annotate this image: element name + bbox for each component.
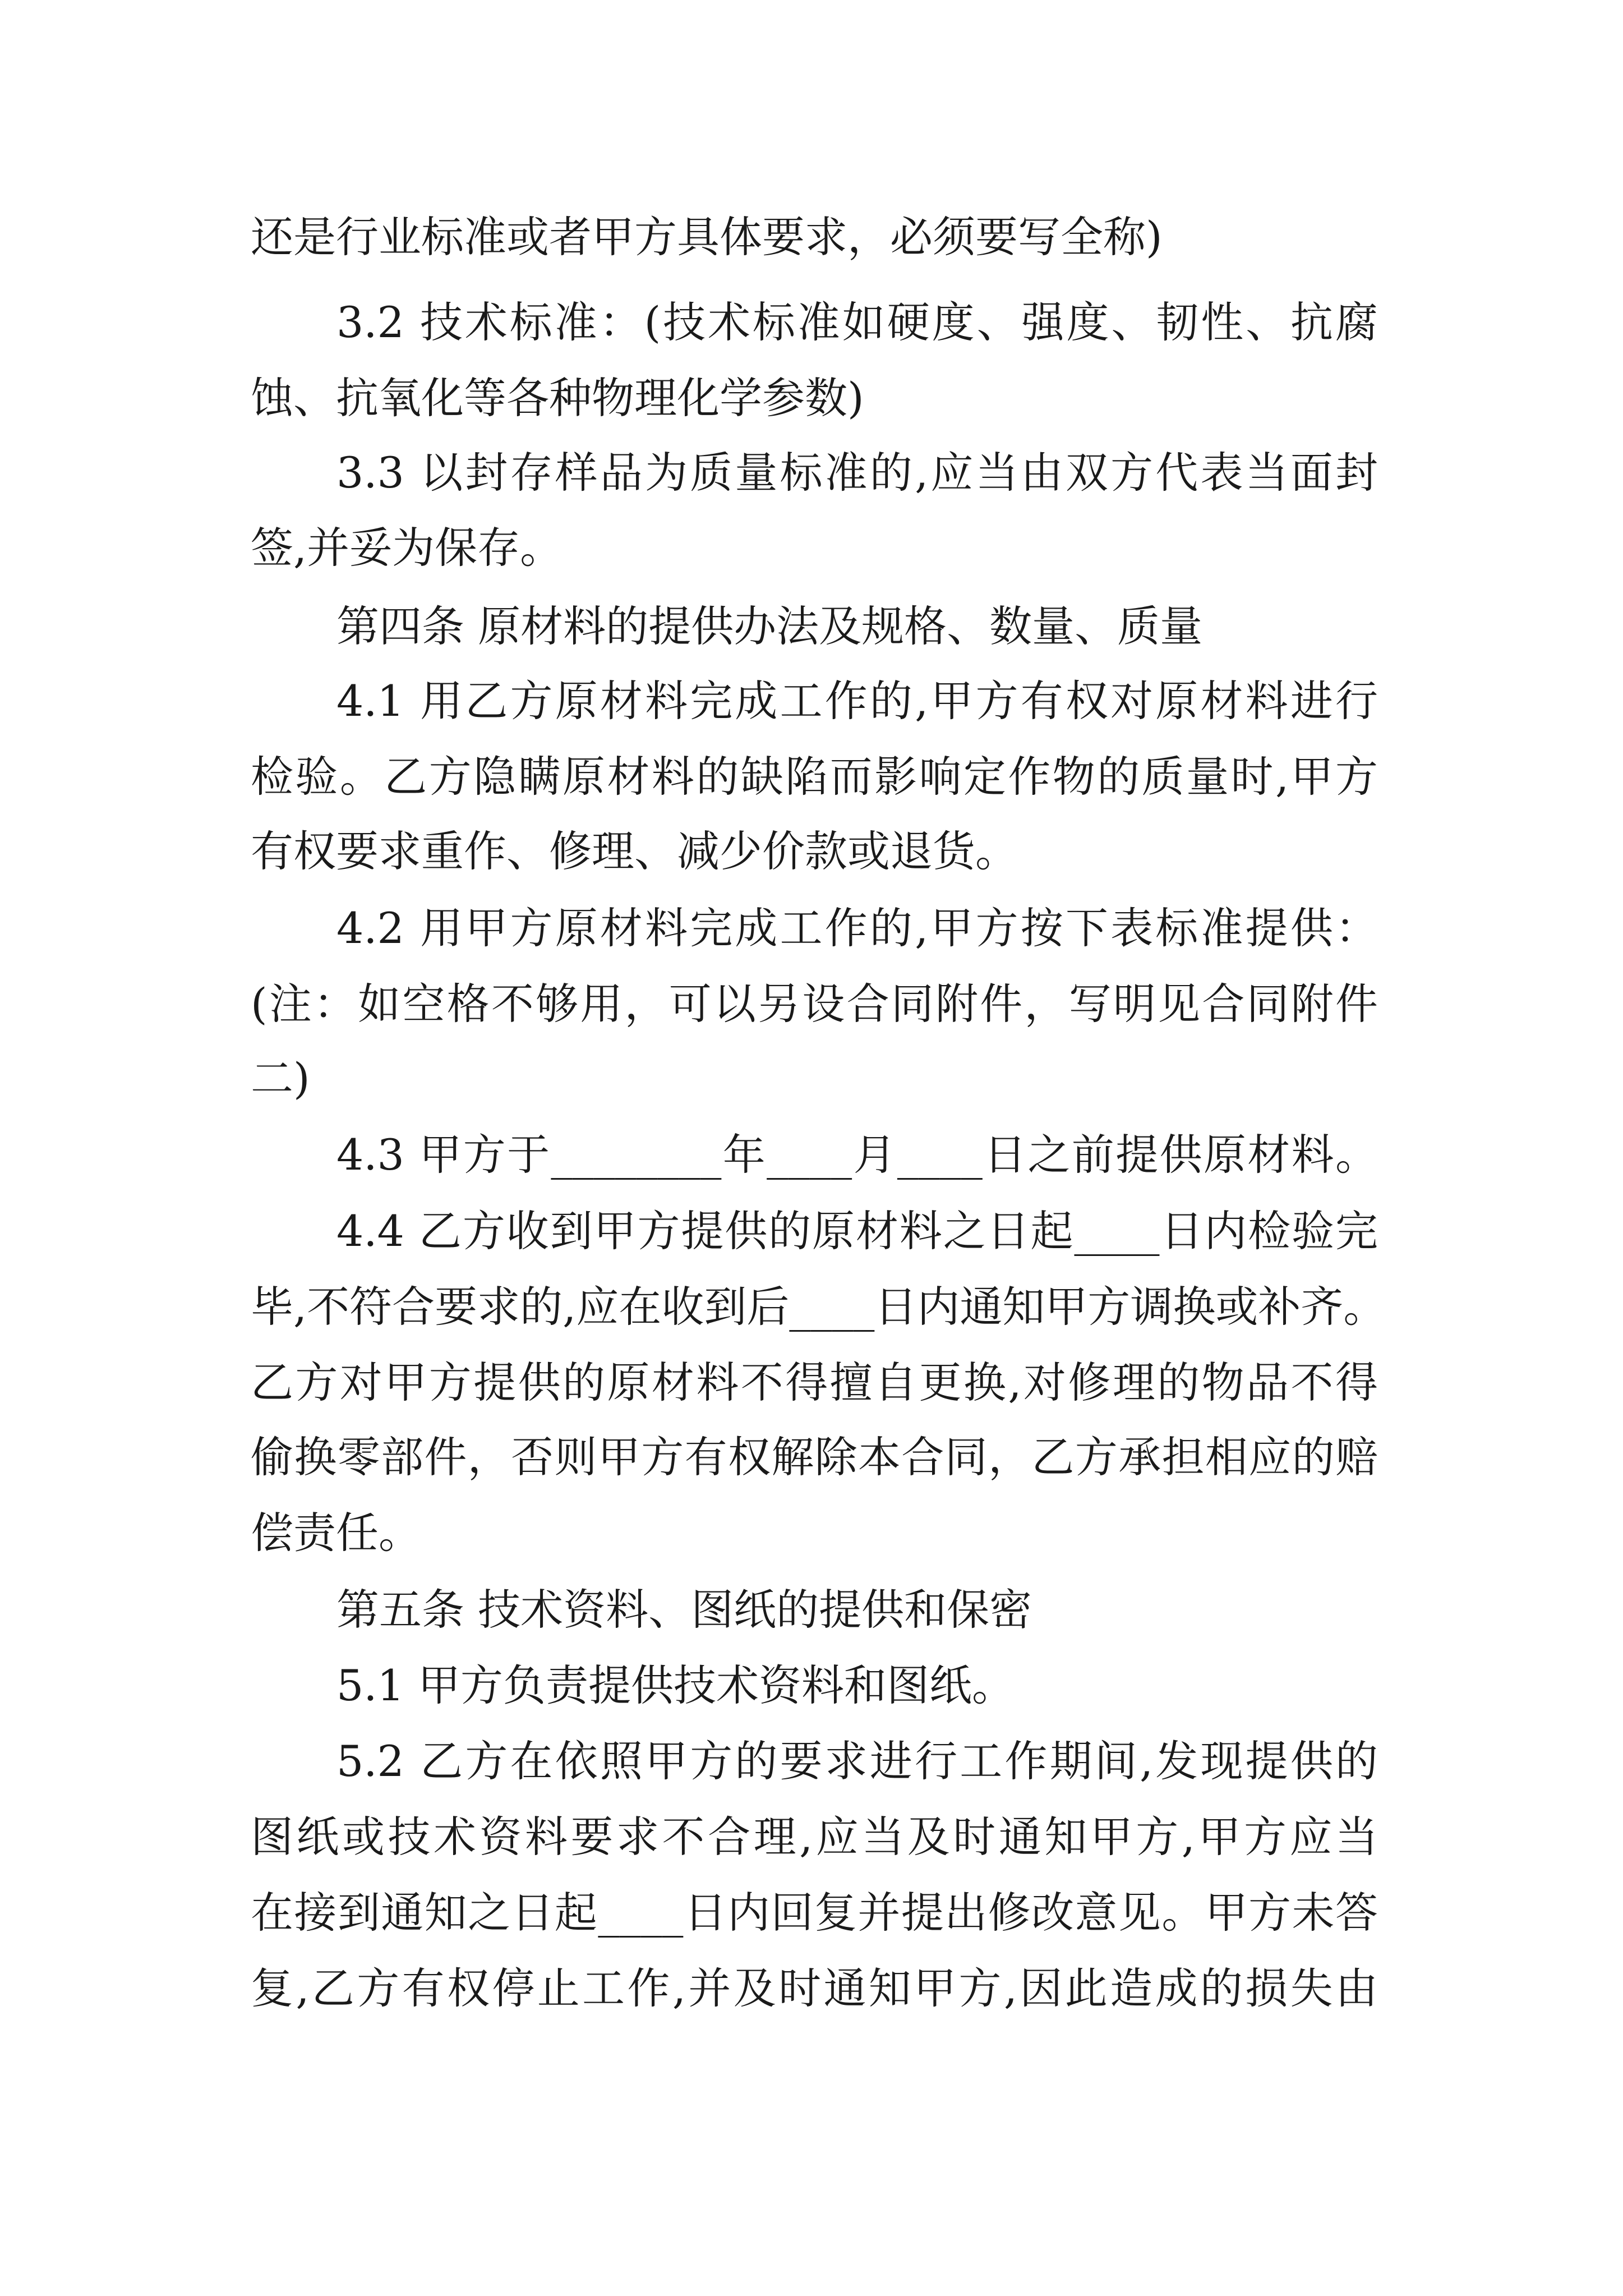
text-line: 3.2 技术标准：(技术标准如硬度、强度、韧性、抗腐 bbox=[336, 297, 1378, 347]
text-line: 二) bbox=[251, 1053, 310, 1103]
text-line: 3.3 以封存样品为质量标准的,应当由双方代表当面封 bbox=[336, 448, 1378, 498]
text-line: 4.1 用乙方原材料完成工作的,甲方有权对原材料进行 bbox=[336, 676, 1378, 726]
text-line: 在接到通知之日起____日内回复并提出修改意见。甲方未答 bbox=[251, 1888, 1378, 1938]
text-line: 偿责任。 bbox=[251, 1508, 421, 1558]
text-line: 毕,不符合要求的,应在收到后____日内通知甲方调换或补齐。 bbox=[251, 1282, 1386, 1332]
text-line: 4.3 甲方于________年____月____日之前提供原材料。 bbox=[336, 1130, 1378, 1180]
text-line: 蚀、抗氧化等各种物理化学参数) bbox=[251, 373, 864, 423]
text-line: 乙方对甲方提供的原材料不得擅自更换,对修理的物品不得 bbox=[251, 1358, 1378, 1407]
text-line: (注：如空格不够用，可以另设合同附件，写明见合同附件 bbox=[251, 979, 1378, 1029]
text-line: 复,乙方有权停止工作,并及时通知甲方,因此造成的损失由 bbox=[251, 1963, 1378, 2013]
text-line: 有权要求重作、修理、减少价款或退货。 bbox=[251, 826, 1018, 876]
section-heading: 第四条 原材料的提供办法及规格、数量、质量 bbox=[336, 601, 1203, 651]
section-heading: 第五条 技术资料、图纸的提供和保密 bbox=[336, 1585, 1032, 1635]
text-line: 4.4 乙方收到甲方提供的原材料之日起____日内检验完 bbox=[336, 1206, 1378, 1256]
text-line: 检验。乙方隐瞒原材料的缺陷而影响定作物的质量时,甲方 bbox=[251, 752, 1378, 802]
text-line: 5.2 乙方在依照甲方的要求进行工作期间,发现提供的 bbox=[336, 1736, 1378, 1786]
text-line: 偷换零部件，否则甲方有权解除本合同，乙方承担相应的赔 bbox=[251, 1432, 1378, 1482]
text-line: 还是行业标准或者甲方具体要求，必须要写全称) bbox=[251, 212, 1163, 262]
text-line: 4.2 用甲方原材料完成工作的,甲方按下表标准提供： bbox=[336, 903, 1378, 953]
text-line: 图纸或技术资料要求不合理,应当及时通知甲方,甲方应当 bbox=[251, 1812, 1378, 1862]
text-line: 5.1 甲方负责提供技术资料和图纸。 bbox=[336, 1660, 1015, 1710]
text-line: 签,并妥为保存。 bbox=[251, 523, 563, 573]
